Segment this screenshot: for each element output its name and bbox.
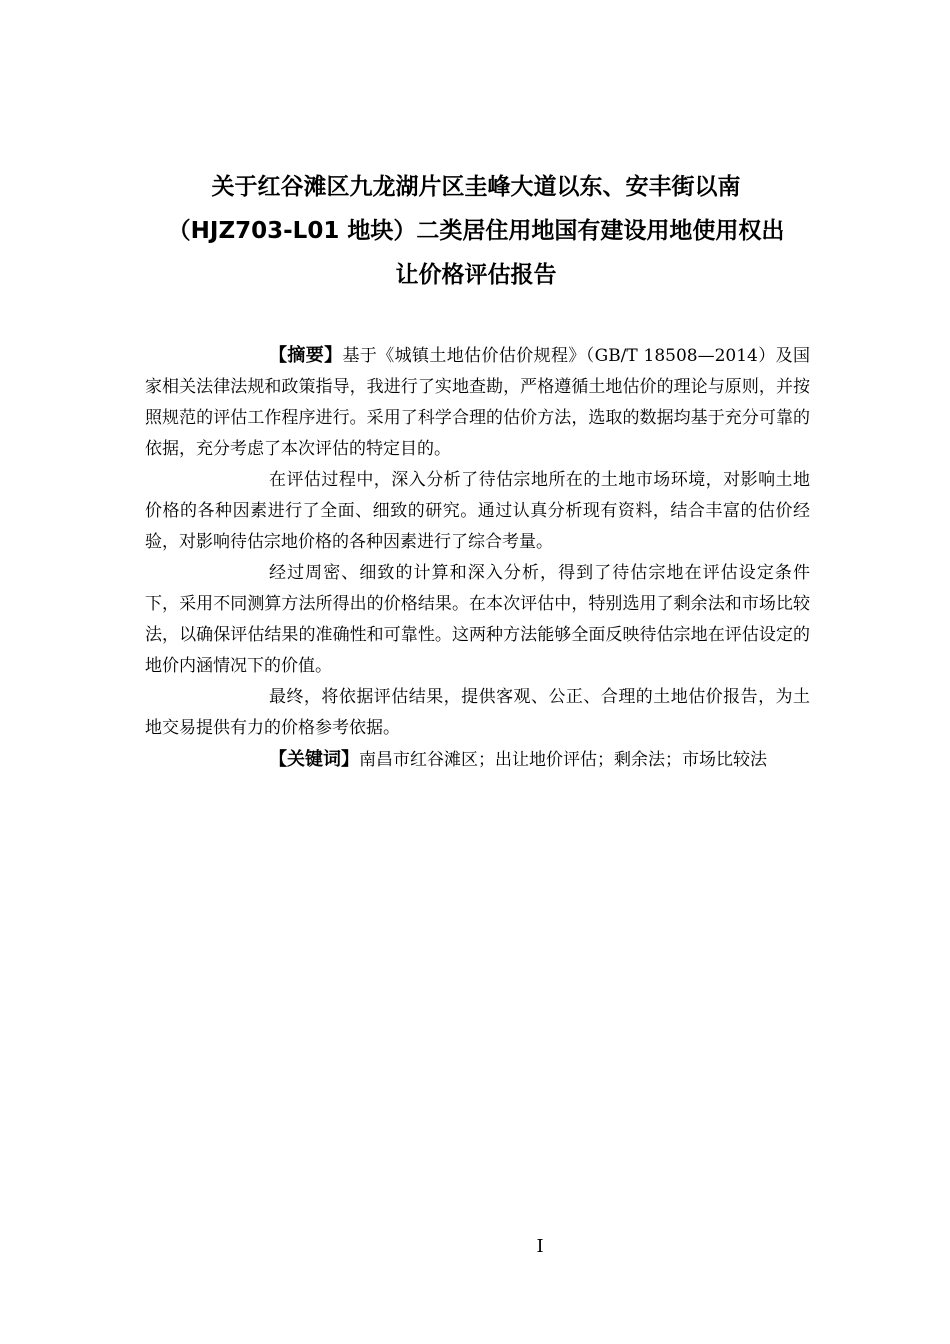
abstract-text-4: 最终，将依据评估结果，提供客观、公正、合理的土地估价报告，为土地交易提供有力的价格参考依据。 — [145, 687, 810, 738]
abstract-section — [145, 340, 810, 776]
keywords-label: 【关键词】 — [269, 749, 359, 770]
keywords-paragraph — [145, 744, 810, 776]
abstract-paragraph-2 — [145, 465, 810, 558]
abstract-text-3: 经过周密、细致的计算和深入分析，得到了待估宗地在评估设定条件下，采用不同测算方法所得出的价格结果。在本次评估中，特别选用了剩余法和市场比较法，以确保评估结果的准确性和可靠性。这两种方法能够全面反映待估宗地在评估设定的地价内涵情况下的价值。 — [145, 563, 810, 676]
abstract-paragraph-1 — [145, 340, 810, 465]
page-number: I — [536, 1236, 544, 1257]
title-line-1: 关于红谷滩区九龙湖片区圭峰大道以东、安丰街以南 — [211, 174, 741, 200]
report-title — [100, 165, 852, 297]
abstract-paragraph-3 — [145, 558, 810, 682]
abstract-label: 【摘要】 — [269, 345, 343, 366]
abstract-paragraph-4 — [145, 682, 810, 744]
title-line-2: （HJZ703-L01 地块）二类居住用地国有建设用地使用权出 — [167, 218, 785, 244]
abstract-text-1: 基于《城镇土地估价估价规程》（GB/T 18508—2014）及国家相关法律法规和政策指导，我进行了实地查勘，严格遵循土地估价的理论与原则，并按照规范的评估工作程序进行。采用了科学合理的估价方法，选取的数据均基于充分可靠的依据，充分考虑了本次评估的特定目的。 — [145, 346, 810, 459]
abstract-text-2: 在评估过程中，深入分析了待估宗地所在的土地市场环境，对影响土地价格的各种因素进行了全面、细致的研究。通过认真分析现有资料，结合丰富的估价经验，对影响待估宗地价格的各种因素进行了综合考量。 — [145, 470, 810, 552]
keywords-text: 南昌市红谷滩区；出让地价评估；剩余法；市场比较法 — [359, 750, 767, 770]
title-line-3: 让价格评估报告 — [395, 262, 557, 288]
